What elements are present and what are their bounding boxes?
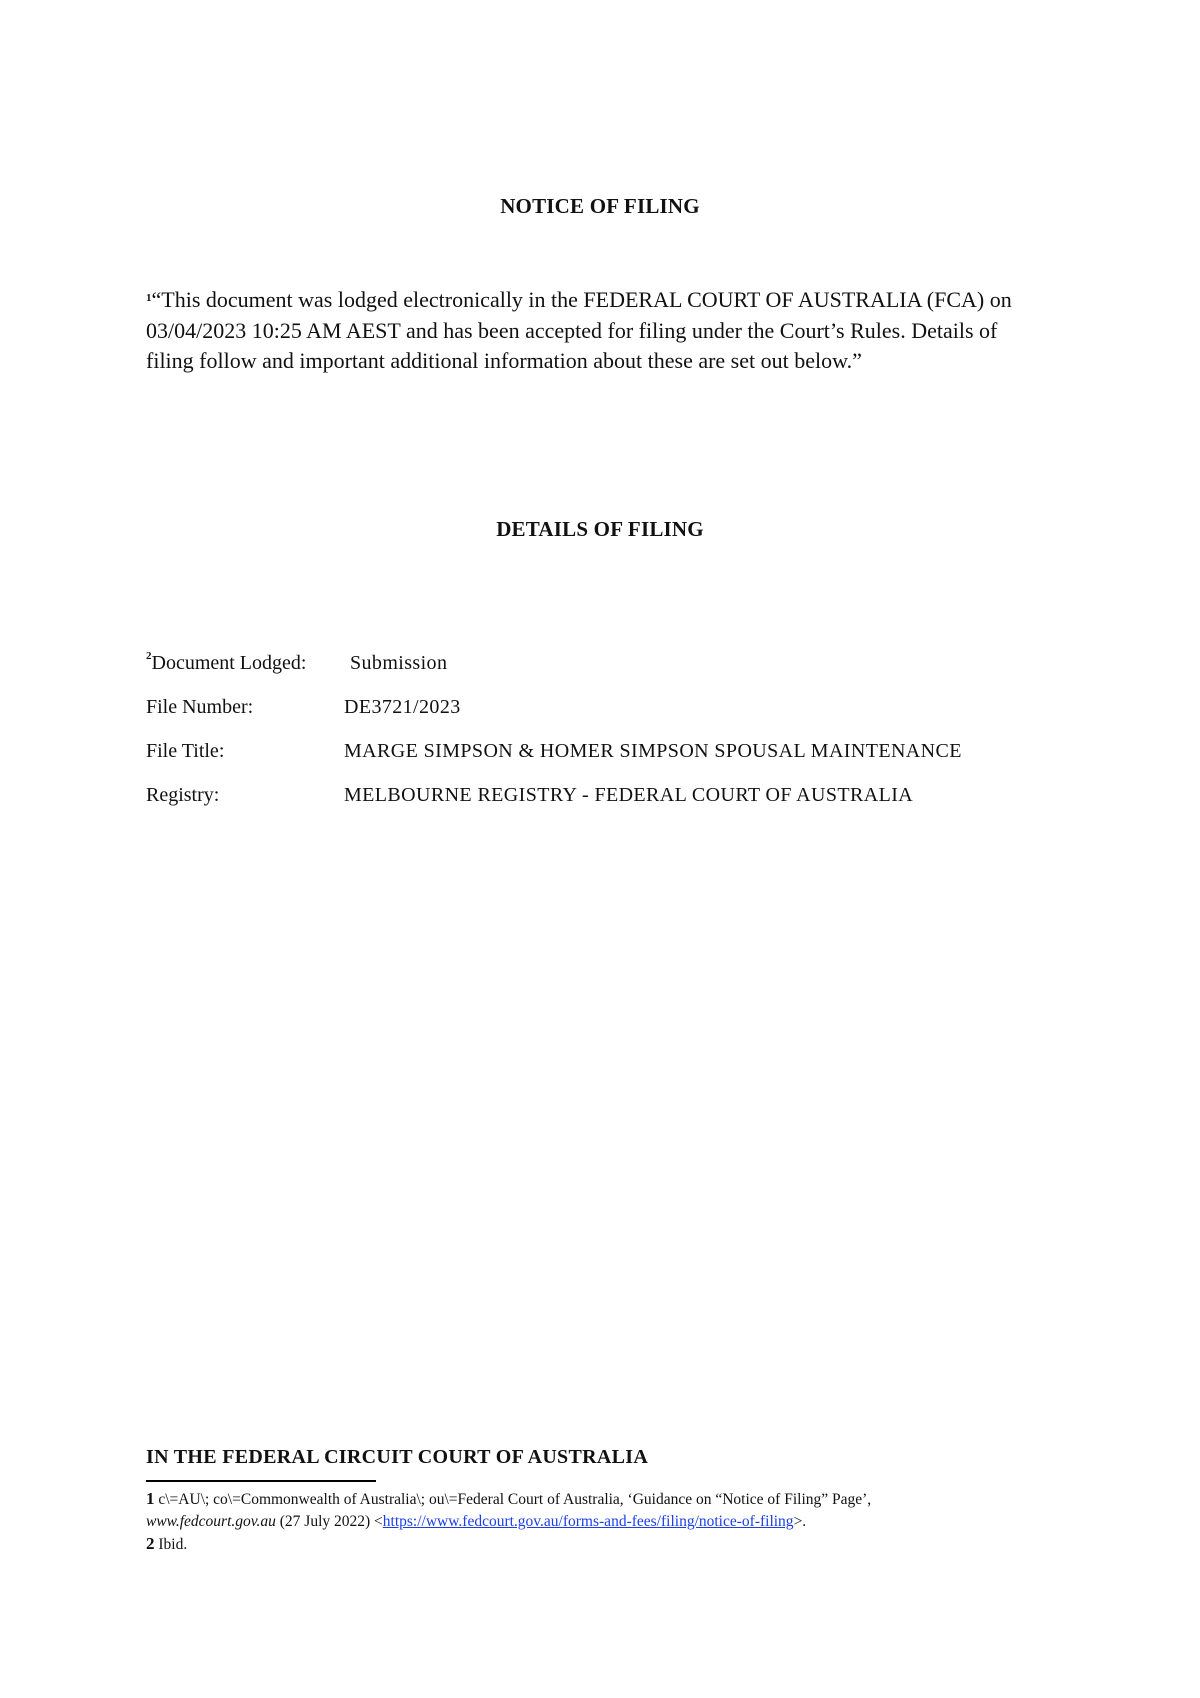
footnotes xyxy=(146,1488,1046,1556)
detail-value: Submission xyxy=(350,652,448,674)
notice-of-filing-link[interactable]: https://www.fedcourt.gov.au/forms-and-fees/filing/notice-of-filing xyxy=(382,1513,794,1530)
footnote-site: www.fedcourt.gov.au xyxy=(146,1513,276,1530)
detail-label: Registry: xyxy=(146,784,220,806)
detail-value: MELBOURNE REGISTRY - FEDERAL COURT OF AUSTRALIA xyxy=(344,784,914,806)
detail-value: MARGE SIMPSON & HOMER SIMPSON SPOUSAL MAINTENANCE xyxy=(344,740,962,762)
footnote-text-end: >. xyxy=(793,1513,807,1530)
detail-row-file-title xyxy=(146,740,1066,784)
court-name: IN THE FEDERAL CIRCUIT COURT OF AUSTRALIA xyxy=(146,1446,649,1468)
footnote-2 xyxy=(146,1533,1046,1556)
intro-text: “This document was lodged electronically in the FEDERAL COURT OF AUSTRALIA (FCA) on 03/04/2023 10:25 AM AEST and has been accepted for filing under the Court’s Rules. Details of filing follow and important additional information about these are set out below.” xyxy=(146,287,1012,373)
footnote-text: Ibid. xyxy=(154,1536,188,1553)
detail-label: File Title: xyxy=(146,740,225,762)
footnote-ref-1: 1 xyxy=(146,292,152,304)
detail-row-document-lodged xyxy=(146,652,1066,696)
detail-label-text: Document Lodged: xyxy=(151,652,307,674)
detail-value: DE3721/2023 xyxy=(344,696,461,718)
notice-of-filing-heading: NOTICE OF FILING xyxy=(500,194,700,218)
detail-row-registry xyxy=(146,784,1066,828)
footnote-text: c\=AU\; co\=Commonwealth of Australia\; ou\=Federal Court of Australia, ‘Guidance on “Notice of Filing” Page’, xyxy=(154,1491,872,1508)
filing-details-list xyxy=(146,652,1066,828)
detail-label xyxy=(146,652,344,675)
detail-row-file-number xyxy=(146,696,1066,740)
details-of-filing-heading: DETAILS OF FILING xyxy=(496,517,704,541)
footnote-separator xyxy=(146,1480,376,1482)
footnote-date: (27 July 2022) < xyxy=(275,1513,383,1530)
footnote-ref-2: 2 xyxy=(146,650,152,662)
footnote-number: 2 xyxy=(146,1534,155,1553)
detail-label: File Number: xyxy=(146,696,254,718)
footnote-number: 1 xyxy=(146,1489,155,1508)
intro-paragraph xyxy=(146,285,1046,377)
footnote-1 xyxy=(146,1488,1046,1533)
